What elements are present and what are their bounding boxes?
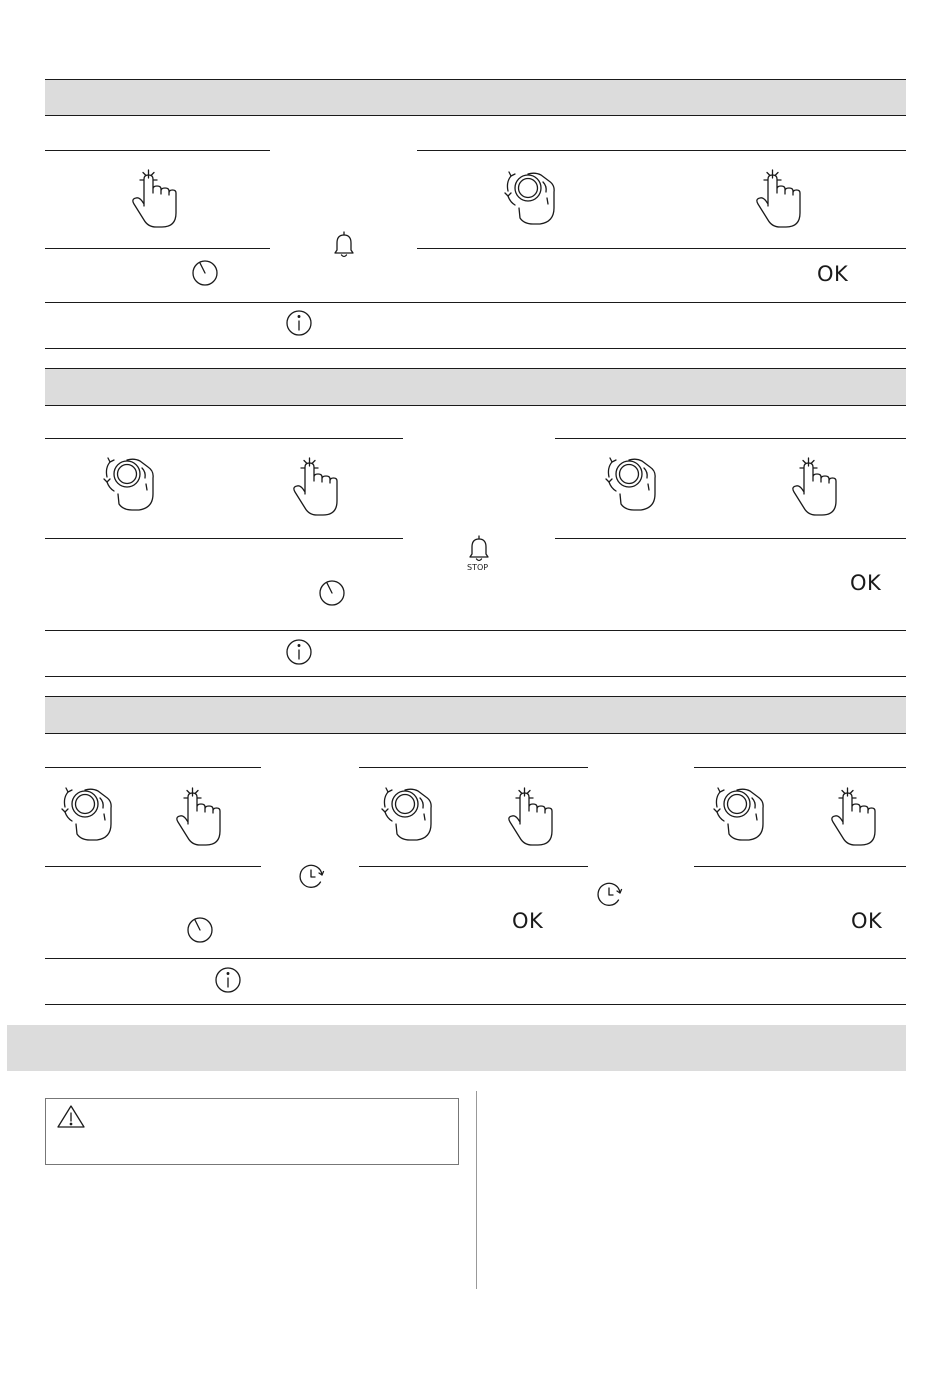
section-1-table-top-rule-left xyxy=(45,150,270,151)
section-3-table-mid-rule-b xyxy=(359,866,588,867)
section-2-header-bottom-rule xyxy=(45,405,906,406)
section-3-table-rule-4 xyxy=(45,1004,906,1005)
section-1-header-top-rule xyxy=(45,79,906,80)
ok-button-label: OK xyxy=(817,262,849,286)
section-3-header-band xyxy=(45,697,906,733)
section-3-table-top-rule-a xyxy=(45,767,261,768)
section-1-table-rule-4 xyxy=(45,348,906,349)
section-2-table-mid-rule-left xyxy=(45,538,403,539)
section-3-table-top-rule-c xyxy=(694,767,906,768)
section-3-table-top-rule-b xyxy=(359,767,588,768)
section-1-header-bottom-rule xyxy=(45,115,906,116)
section-2-table-top-rule-left xyxy=(45,438,403,439)
section-1-table-mid-rule-left xyxy=(45,248,270,249)
ok-button-label: OK xyxy=(512,909,544,933)
section-1-table-rule-3 xyxy=(45,302,906,303)
section-2-table-mid-rule-right xyxy=(555,538,906,539)
section-1-table-mid-rule-right xyxy=(417,248,906,249)
section-3-header-bottom-rule xyxy=(45,733,906,734)
warning-icon xyxy=(0,0,1,1)
section-2-table-top-rule-right xyxy=(555,438,906,439)
section-2-header-band xyxy=(45,369,906,405)
section-3-table-mid-rule-c xyxy=(694,866,906,867)
section-2-table-rule-3 xyxy=(45,630,906,631)
chapter-header-band xyxy=(7,1025,906,1071)
section-1-table-top-rule-right xyxy=(417,150,906,151)
section-3-table-mid-rule-a xyxy=(45,866,261,867)
section-2-header-top-rule xyxy=(45,368,906,369)
column-divider xyxy=(476,1091,477,1289)
section-3-table-rule-3 xyxy=(45,958,906,959)
section-2-table-rule-4 xyxy=(45,676,906,677)
stop-label: STOP xyxy=(467,563,489,572)
warning-box xyxy=(45,1098,459,1165)
ok-button-label: OK xyxy=(850,571,882,595)
ok-button-label: OK xyxy=(851,909,883,933)
section-3-header-top-rule xyxy=(45,696,906,697)
section-1-header-band xyxy=(45,80,906,115)
